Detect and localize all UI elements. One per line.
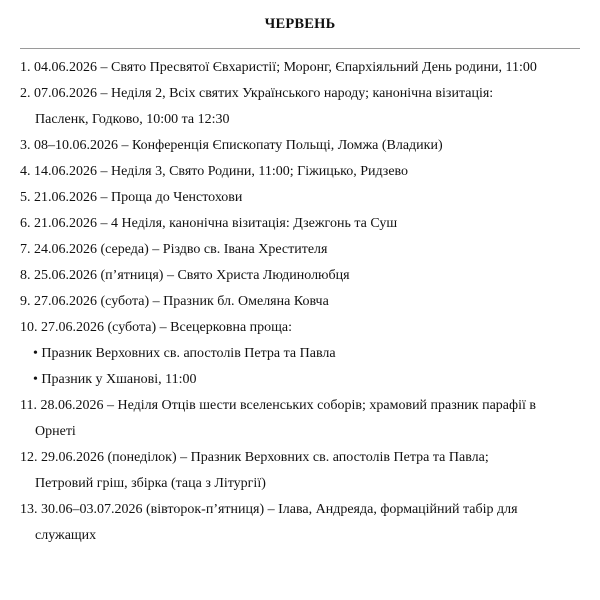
list-item-10: 10. 27.06.2026 (субота) – Всецерковна проща: — [20, 320, 293, 335]
list-item-2-continuation: Пасленк, Годково, 10:00 та 12:30 — [35, 112, 230, 127]
list-item-7: 7. 24.06.2026 (середа) – Різдво св. Івана Хрестителя — [20, 242, 328, 257]
list-item-2: 2. 07.06.2026 – Неділя 2, Всіх святих Українського народу; канонічна візитація: — [20, 86, 494, 101]
list-item-8: 8. 25.06.2026 (п’ятниця) – Свято Христа Людинолюбця — [20, 268, 350, 283]
list-item-3: 3. 08–10.06.2026 – Конференція Єпископату Польщі, Ломжа (Владики) — [20, 138, 443, 153]
list-item-1: 1. 04.06.2026 – Свято Пресвятої Євхаристії; Моронг, Єпархіяльний День родини, 11:00 — [20, 60, 537, 75]
page-title: ЧЕРВЕНЬ — [264, 16, 336, 32]
list-item-12-continuation: Петровий гріш, збірка (таца з Літургії) — [35, 476, 266, 491]
list-item-13-continuation: служащих — [35, 528, 97, 543]
list-item-13: 13. 30.06–03.07.2026 (вівторок-п’ятниця) – Ілава, Андреяда, формаційний табір для — [20, 502, 518, 517]
list-item-10-bullet-1: • Празник Верховних св. апостолів Петра та Павла — [33, 346, 336, 361]
list-item-6: 6. 21.06.2026 – 4 Неділя, канонічна візитація: Дзежгонь та Суш — [20, 216, 398, 231]
list-item-11-continuation: Орнеті — [35, 424, 76, 439]
title-divider — [20, 48, 580, 49]
list-item-11: 11. 28.06.2026 – Неділя Отців шести вселенських соборів; храмовий празник парафії в — [20, 398, 536, 413]
list-item-4: 4. 14.06.2026 – Неділя 3, Свято Родини, 11:00; Гіжицько, Ридзево — [20, 164, 409, 179]
list-item-9: 9. 27.06.2026 (субота) – Празник бл. Омеляна Ковча — [20, 294, 329, 309]
list-item-5: 5. 21.06.2026 – Проща до Ченстохови — [20, 190, 243, 205]
list-item-10-bullet-2: • Празник у Хшанові, 11:00 — [33, 372, 197, 387]
list-item-12: 12. 29.06.2026 (понеділок) – Празник Верховних св. апостолів Петра та Павла; — [20, 450, 489, 465]
